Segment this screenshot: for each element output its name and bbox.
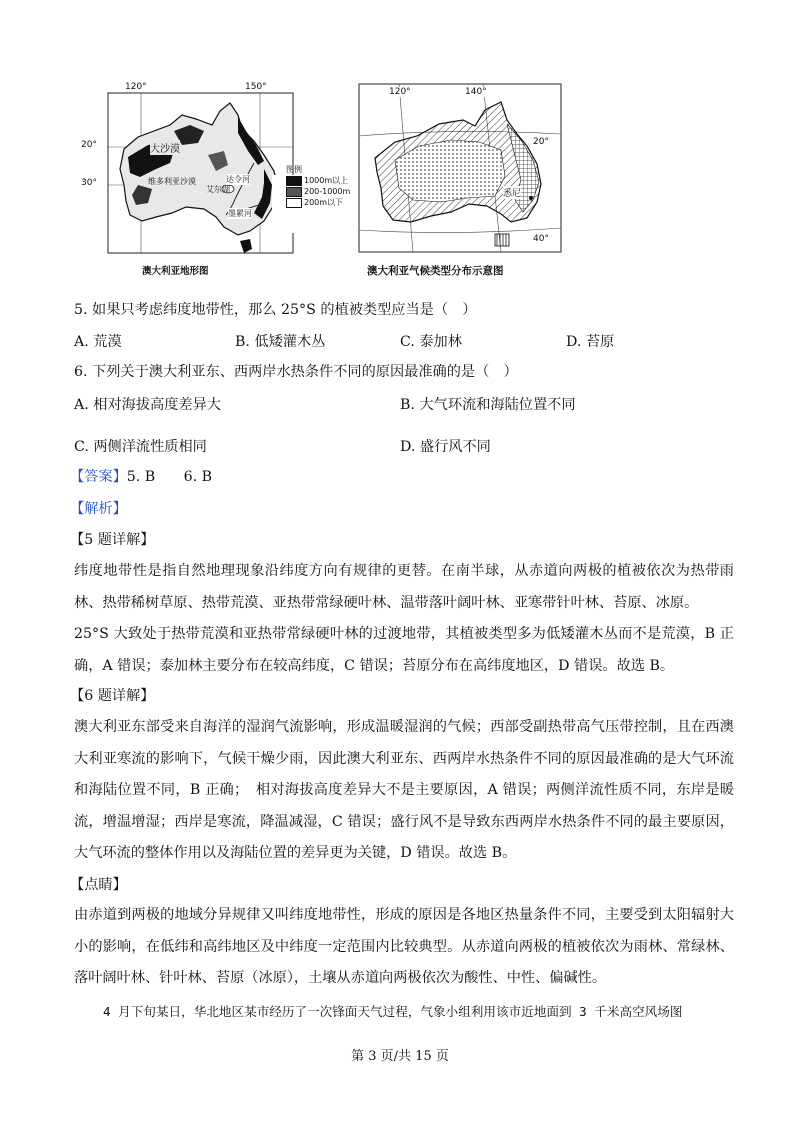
legend-swatch-low — [286, 198, 302, 208]
place-great-sandy-desert: 大沙漠 — [150, 140, 180, 155]
legend-label: 1000m以上 — [304, 176, 349, 185]
legend-title: 图例 — [286, 165, 302, 174]
question-6-stem: 6. 下列关于澳大利亚东、西两岸水热条件不同的原因最准确的是（ ） — [74, 364, 518, 380]
question-5-stem: 5. 如果只考虑纬度地带性，那么 25°S 的植被类型应当是（ ） — [74, 302, 477, 318]
legend-item — [286, 197, 358, 208]
terrain-map-figure — [78, 82, 351, 277]
place-sydney: 悉尼 — [503, 186, 521, 199]
lon-label-120: 120° — [125, 82, 147, 92]
place-darling-river: 达令河 — [226, 175, 250, 184]
q5-option-c[interactable]: C. 泰加林 — [400, 334, 462, 350]
terrain-legend — [286, 165, 358, 208]
terrain-map-caption: 澳大利亚地形图 — [142, 266, 209, 277]
detail5-paragraph-2: 25°S 大致处于热带荒漠和亚热带常绿硬叶林的过渡地带，其植被类型多为低矮灌木丛而不是荒漠，B 正确，A 错误；泰加林主要分布在较高纬度，C 错误；苔原分布在高纬度地区，D 错误。故选 B。 — [74, 626, 734, 674]
next-question-stem: 4 月下旬某日，华北地区某市经历了一次锋面天气过程，气象小组利用该市近地面到 3 千米高空风场图 — [103, 1004, 683, 1019]
q5-option-b[interactable]: B. 低矮灌木丛 — [235, 334, 326, 350]
legend-label: 200-1000m — [304, 187, 351, 196]
lon-label-150: 150° — [245, 82, 267, 92]
answer-tag: 【答案】 — [70, 469, 127, 485]
detail5-heading: 【5 题详解】 — [70, 532, 155, 548]
q5-option-d[interactable]: D. 苔原 — [566, 334, 615, 350]
q6-option-c[interactable]: C. 两侧洋流性质相同 — [74, 439, 207, 455]
climate-map-figure — [355, 80, 565, 280]
detail6-heading: 【6 题详解】 — [70, 688, 155, 704]
legend-label: 200m以下 — [304, 198, 344, 207]
q6-option-a[interactable]: A. 相对海拔高度差异大 — [74, 397, 221, 413]
lat-label-30: 30° — [81, 178, 97, 188]
place-lake-eyre: 艾尔湖 — [206, 185, 230, 194]
legend-swatch-mid — [286, 187, 302, 197]
answer-line — [70, 467, 212, 487]
analysis-tag: 【解析】 — [70, 501, 127, 517]
climate-map-caption: 澳大利亚气候类型分布示意图 — [367, 265, 504, 277]
climate-map — [355, 80, 565, 260]
page-footer: 第 3 页/共 15 页 — [351, 1049, 449, 1064]
lat-label-20: 20° — [81, 140, 97, 150]
lat-label-20: 20° — [533, 137, 549, 147]
dianjing-paragraph: 由赤道到两极的地域分异规律又叫纬度地带性，形成的原因是各地区热量条件不同，主要受到太阳辐射大小的影响，在低纬和高纬地区及中纬度一定范围内比较典型。从赤道向两极的植被依次为雨林、常绿林、落叶阔叶林、针叶林、苔原（冰原），土壤从赤道向两极依次为酸性、中性、偏碱性。 — [74, 907, 734, 986]
answer-text: 5. B 6. B — [126, 469, 213, 485]
place-murray-river: 墨累河 — [228, 209, 252, 218]
q6-option-b[interactable]: B. 大气环流和海陆位置不同 — [400, 397, 576, 413]
detail5-paragraph-1: 纬度地带性是指自然地理现象沿纬度方向有规律的更替。在南半球，从赤道向两极的植被依次为热带雨林、热带稀树草原、热带荒漠、亚热带常绿硬叶林、温带落叶阔叶林、亚寒带针叶林、苔原、冰原。 — [74, 563, 734, 611]
detail6-paragraph-1: 澳大利亚东部受来自海洋的湿润气流影响，形成温暖湿润的气候；西部受副热带高气压带控制，且在西澳大利亚寒流的影响下，气候干燥少雨，因此澳大利亚东、西两岸水热条件不同的原因最准确的是大气环流和海陆位置不同，B 正确； 相对海拔高度差异大不是主要原因，A 错误；两侧洋流性质不同，东岸是暖流，增温增湿；西岸是寒流，降温减湿，C 错误；盛行风不是导致东西两岸水热条件不同的最主要原因，大气环流的整体作用以及海陆位置的差异更为关键，D 错误。故选 B。 — [74, 719, 734, 861]
lon-label-120: 120° — [389, 87, 411, 97]
lat-label-40: 40° — [533, 234, 549, 244]
place-victoria-desert: 维多利亚沙漠 — [148, 177, 196, 186]
legend-swatch-high — [286, 176, 302, 186]
q6-option-d[interactable]: D. 盛行风不同 — [400, 439, 491, 455]
legend-item — [286, 186, 358, 197]
lon-label-140: 140° — [465, 87, 487, 97]
legend-item — [286, 175, 358, 186]
q5-option-a[interactable]: A. 荒漠 — [74, 334, 122, 350]
dianjing-heading: 【点睛】 — [70, 877, 127, 893]
